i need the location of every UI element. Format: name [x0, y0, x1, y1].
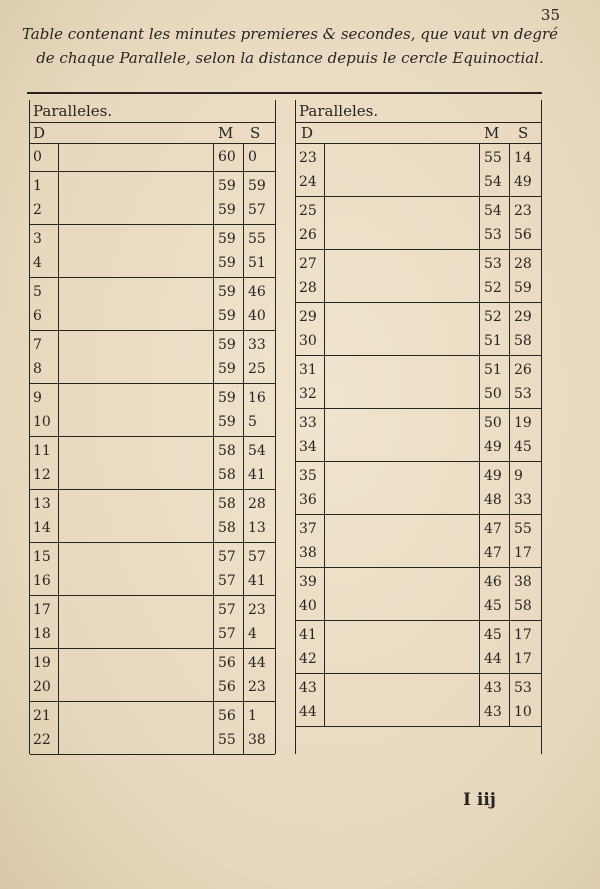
cell-m: 48 — [484, 492, 502, 508]
left-column-header: Paralleles. — [30, 100, 275, 123]
cell-d: 24 — [299, 174, 317, 190]
cell-m: 52 — [484, 309, 502, 325]
table-row-group — [296, 356, 541, 409]
column-rule — [243, 144, 244, 171]
column-rule — [324, 674, 325, 726]
cell-d: 23 — [299, 150, 317, 166]
cell-s: 58 — [514, 333, 532, 349]
cell-m: 57 — [218, 573, 236, 589]
column-rule — [509, 197, 510, 249]
left-col-d-label: D — [33, 124, 46, 142]
cell-m: 56 — [218, 655, 236, 671]
column-rule — [243, 649, 244, 701]
cell-d: 10 — [33, 414, 51, 430]
cell-m: 54 — [484, 203, 502, 219]
cell-m: 57 — [218, 626, 236, 642]
column-rule — [213, 649, 214, 701]
cell-d: 7 — [33, 337, 42, 353]
cell-s: 33 — [248, 337, 266, 353]
column-rule — [243, 543, 244, 595]
table-row-group — [296, 144, 541, 197]
column-rule — [324, 144, 325, 196]
cell-s: 17 — [514, 545, 532, 561]
cell-s: 53 — [514, 386, 532, 402]
right-subheader — [296, 123, 541, 144]
cell-m: 59 — [218, 414, 236, 430]
table-row-group — [30, 543, 275, 596]
cell-d: 14 — [33, 520, 51, 536]
column-rule — [509, 568, 510, 620]
table-row-group — [296, 568, 541, 621]
column-rule — [509, 515, 510, 567]
cell-d: 22 — [33, 732, 51, 748]
cell-m: 60 — [218, 149, 236, 165]
table-row-group — [296, 674, 541, 727]
table-row-group — [296, 303, 541, 356]
cell-m: 51 — [484, 333, 502, 349]
cell-d: 8 — [33, 361, 42, 377]
table-row-group — [30, 384, 275, 437]
cell-s: 25 — [248, 361, 266, 377]
cell-m: 49 — [484, 439, 502, 455]
column-rule — [479, 462, 480, 514]
column-rule — [479, 197, 480, 249]
column-rule — [213, 172, 214, 224]
column-rule — [58, 702, 59, 754]
cell-s: 17 — [514, 627, 532, 643]
cell-m: 59 — [218, 255, 236, 271]
cell-d: 13 — [33, 496, 51, 512]
column-rule — [479, 674, 480, 726]
cell-d: 12 — [33, 467, 51, 483]
column-rule — [213, 384, 214, 436]
table-row-group — [30, 331, 275, 384]
cell-d: 26 — [299, 227, 317, 243]
cell-s: 40 — [248, 308, 266, 324]
cell-s: 23 — [514, 203, 532, 219]
cell-d: 28 — [299, 280, 317, 296]
left-column — [29, 100, 276, 754]
right-col-m-label: M — [484, 124, 500, 142]
cell-m: 59 — [218, 284, 236, 300]
signature-mark: I iij — [463, 790, 496, 810]
title-line-1: Table contenant les minutes premieres & secondes, que vaut vn degré — [21, 25, 559, 43]
cell-s: 55 — [514, 521, 532, 537]
column-rule — [509, 303, 510, 355]
right-rows — [296, 144, 541, 727]
cell-s: 54 — [248, 443, 266, 459]
cell-d: 18 — [33, 626, 51, 642]
column-rule — [58, 144, 59, 171]
column-rule — [479, 409, 480, 461]
cell-m: 55 — [484, 150, 502, 166]
cell-d: 11 — [33, 443, 51, 459]
column-rule — [58, 278, 59, 330]
cell-d: 35 — [299, 468, 317, 484]
column-rule — [58, 437, 59, 489]
cell-m: 47 — [484, 545, 502, 561]
cell-m: 59 — [218, 231, 236, 247]
cell-s: 29 — [514, 309, 532, 325]
cell-m: 58 — [218, 496, 236, 512]
table-row-group — [296, 250, 541, 303]
column-rule — [479, 144, 480, 196]
cell-m: 50 — [484, 386, 502, 402]
cell-d: 3 — [33, 231, 42, 247]
cell-s: 5 — [248, 414, 257, 430]
left-subheader — [30, 123, 275, 144]
right-column-header: Paralleles. — [296, 100, 541, 123]
column-rule — [479, 515, 480, 567]
table-row-group — [30, 437, 275, 490]
right-col-s-label: S — [518, 124, 529, 142]
column-rule — [58, 490, 59, 542]
cell-m: 47 — [484, 521, 502, 537]
cell-m: 53 — [484, 227, 502, 243]
right-col-d-label: D — [301, 124, 314, 142]
column-rule — [213, 331, 214, 383]
cell-d: 29 — [299, 309, 317, 325]
column-rule — [324, 515, 325, 567]
column-rule — [479, 621, 480, 673]
column-rule — [213, 490, 214, 542]
cell-s: 55 — [248, 231, 266, 247]
cell-s: 17 — [514, 651, 532, 667]
table-row-group — [30, 144, 275, 172]
column-rule — [243, 437, 244, 489]
cell-m: 57 — [218, 549, 236, 565]
column-rule — [243, 278, 244, 330]
table-row-group — [296, 515, 541, 568]
cell-s: 41 — [248, 573, 266, 589]
cell-m: 58 — [218, 467, 236, 483]
cell-d: 20 — [33, 679, 51, 695]
cell-s: 10 — [514, 704, 532, 720]
column-rule — [324, 303, 325, 355]
table-row-group — [30, 649, 275, 702]
cell-d: 32 — [299, 386, 317, 402]
cell-m: 49 — [484, 468, 502, 484]
cell-m: 43 — [484, 680, 502, 696]
cell-s: 38 — [514, 574, 532, 590]
left-col-m-label: M — [218, 124, 234, 142]
cell-s: 28 — [248, 496, 266, 512]
cell-m: 44 — [484, 651, 502, 667]
right-column — [295, 100, 542, 754]
cell-s: 56 — [514, 227, 532, 243]
column-rule — [243, 702, 244, 754]
cell-s: 23 — [248, 679, 266, 695]
cell-d: 41 — [299, 627, 317, 643]
cell-m: 57 — [218, 602, 236, 618]
cell-d: 36 — [299, 492, 317, 508]
column-rule — [509, 250, 510, 302]
column-rule — [324, 462, 325, 514]
table-row-group — [30, 278, 275, 331]
cell-m: 59 — [218, 337, 236, 353]
cell-s: 0 — [248, 149, 257, 165]
cell-d: 40 — [299, 598, 317, 614]
cell-d: 9 — [33, 390, 42, 406]
left-col-s-label: S — [250, 124, 261, 142]
column-rule — [213, 437, 214, 489]
cell-m: 52 — [484, 280, 502, 296]
cell-m: 59 — [218, 308, 236, 324]
title-line-2: de chaque Parallele, selon la distance depuis le cercle Equinoctial. — [36, 49, 544, 67]
cell-d: 17 — [33, 602, 51, 618]
cell-s: 57 — [248, 202, 266, 218]
column-rule — [58, 331, 59, 383]
cell-s: 51 — [248, 255, 266, 271]
column-rule — [324, 621, 325, 673]
cell-m: 59 — [218, 390, 236, 406]
cell-d: 43 — [299, 680, 317, 696]
cell-m: 50 — [484, 415, 502, 431]
cell-d: 4 — [33, 255, 42, 271]
column-rule — [58, 172, 59, 224]
column-rule — [243, 596, 244, 648]
cell-s: 59 — [248, 178, 266, 194]
cell-m: 46 — [484, 574, 502, 590]
page-number: 35 — [540, 6, 560, 24]
column-rule — [58, 596, 59, 648]
cell-d: 38 — [299, 545, 317, 561]
column-rule — [509, 409, 510, 461]
table-row-group — [296, 409, 541, 462]
cell-m: 53 — [484, 256, 502, 272]
cell-d: 33 — [299, 415, 317, 431]
column-rule — [509, 674, 510, 726]
column-rule — [243, 384, 244, 436]
column-rule — [324, 250, 325, 302]
cell-d: 27 — [299, 256, 317, 272]
column-rule — [243, 490, 244, 542]
cell-m: 56 — [218, 708, 236, 724]
cell-s: 33 — [514, 492, 532, 508]
cell-s: 45 — [514, 439, 532, 455]
cell-s: 19 — [514, 415, 532, 431]
column-rule — [324, 409, 325, 461]
cell-m: 58 — [218, 443, 236, 459]
column-rule — [324, 568, 325, 620]
cell-d: 21 — [33, 708, 51, 724]
cell-s: 13 — [248, 520, 266, 536]
column-rule — [58, 384, 59, 436]
cell-d: 30 — [299, 333, 317, 349]
table-row-group — [296, 197, 541, 250]
parallels-table — [27, 92, 542, 762]
cell-d: 31 — [299, 362, 317, 378]
cell-d: 16 — [33, 573, 51, 589]
column-rule — [213, 225, 214, 277]
cell-d: 6 — [33, 308, 42, 324]
table-row-group — [30, 596, 275, 649]
cell-m: 54 — [484, 174, 502, 190]
table-row-group — [30, 225, 275, 278]
cell-d: 37 — [299, 521, 317, 537]
cell-s: 49 — [514, 174, 532, 190]
cell-s: 59 — [514, 280, 532, 296]
column-rule — [509, 462, 510, 514]
cell-m: 58 — [218, 520, 236, 536]
column-rule — [213, 543, 214, 595]
cell-m: 59 — [218, 361, 236, 377]
cell-s: 38 — [248, 732, 266, 748]
cell-m: 55 — [218, 732, 236, 748]
cell-s: 23 — [248, 602, 266, 618]
cell-s: 14 — [514, 150, 532, 166]
table-row-group — [296, 462, 541, 515]
left-rows — [30, 144, 275, 755]
cell-m: 56 — [218, 679, 236, 695]
cell-s: 28 — [514, 256, 532, 272]
cell-d: 25 — [299, 203, 317, 219]
cell-d: 42 — [299, 651, 317, 667]
cell-s: 4 — [248, 626, 257, 642]
cell-m: 51 — [484, 362, 502, 378]
column-rule — [479, 568, 480, 620]
cell-s: 44 — [248, 655, 266, 671]
cell-s: 26 — [514, 362, 532, 378]
cell-s: 1 — [248, 708, 257, 724]
cell-d: 39 — [299, 574, 317, 590]
column-rule — [243, 331, 244, 383]
column-rule — [58, 225, 59, 277]
cell-s: 46 — [248, 284, 266, 300]
cell-s: 58 — [514, 598, 532, 614]
cell-d: 1 — [33, 178, 42, 194]
cell-d: 15 — [33, 549, 51, 565]
column-rule — [58, 543, 59, 595]
cell-s: 16 — [248, 390, 266, 406]
column-rule — [479, 303, 480, 355]
column-rule — [213, 144, 214, 171]
page-title — [20, 22, 560, 70]
cell-m: 43 — [484, 704, 502, 720]
column-rule — [213, 702, 214, 754]
table-row-group — [30, 702, 275, 755]
column-rule — [324, 356, 325, 408]
column-rule — [243, 225, 244, 277]
cell-s: 57 — [248, 549, 266, 565]
table-row-group — [296, 621, 541, 674]
cell-d: 0 — [33, 149, 42, 165]
column-rule — [509, 144, 510, 196]
column-rule — [213, 278, 214, 330]
cell-d: 2 — [33, 202, 42, 218]
cell-d: 34 — [299, 439, 317, 455]
cell-d: 19 — [33, 655, 51, 671]
cell-s: 53 — [514, 680, 532, 696]
cell-m: 45 — [484, 627, 502, 643]
column-rule — [243, 172, 244, 224]
column-rule — [324, 197, 325, 249]
column-rule — [58, 649, 59, 701]
column-rule — [479, 250, 480, 302]
cell-m: 59 — [218, 178, 236, 194]
table-row-group — [30, 172, 275, 225]
cell-d: 44 — [299, 704, 317, 720]
column-rule — [509, 621, 510, 673]
cell-m: 59 — [218, 202, 236, 218]
cell-m: 45 — [484, 598, 502, 614]
column-rule — [479, 356, 480, 408]
cell-s: 9 — [514, 468, 523, 484]
column-rule — [509, 356, 510, 408]
cell-d: 5 — [33, 284, 42, 300]
table-row-group — [30, 490, 275, 543]
column-rule — [213, 596, 214, 648]
cell-s: 41 — [248, 467, 266, 483]
